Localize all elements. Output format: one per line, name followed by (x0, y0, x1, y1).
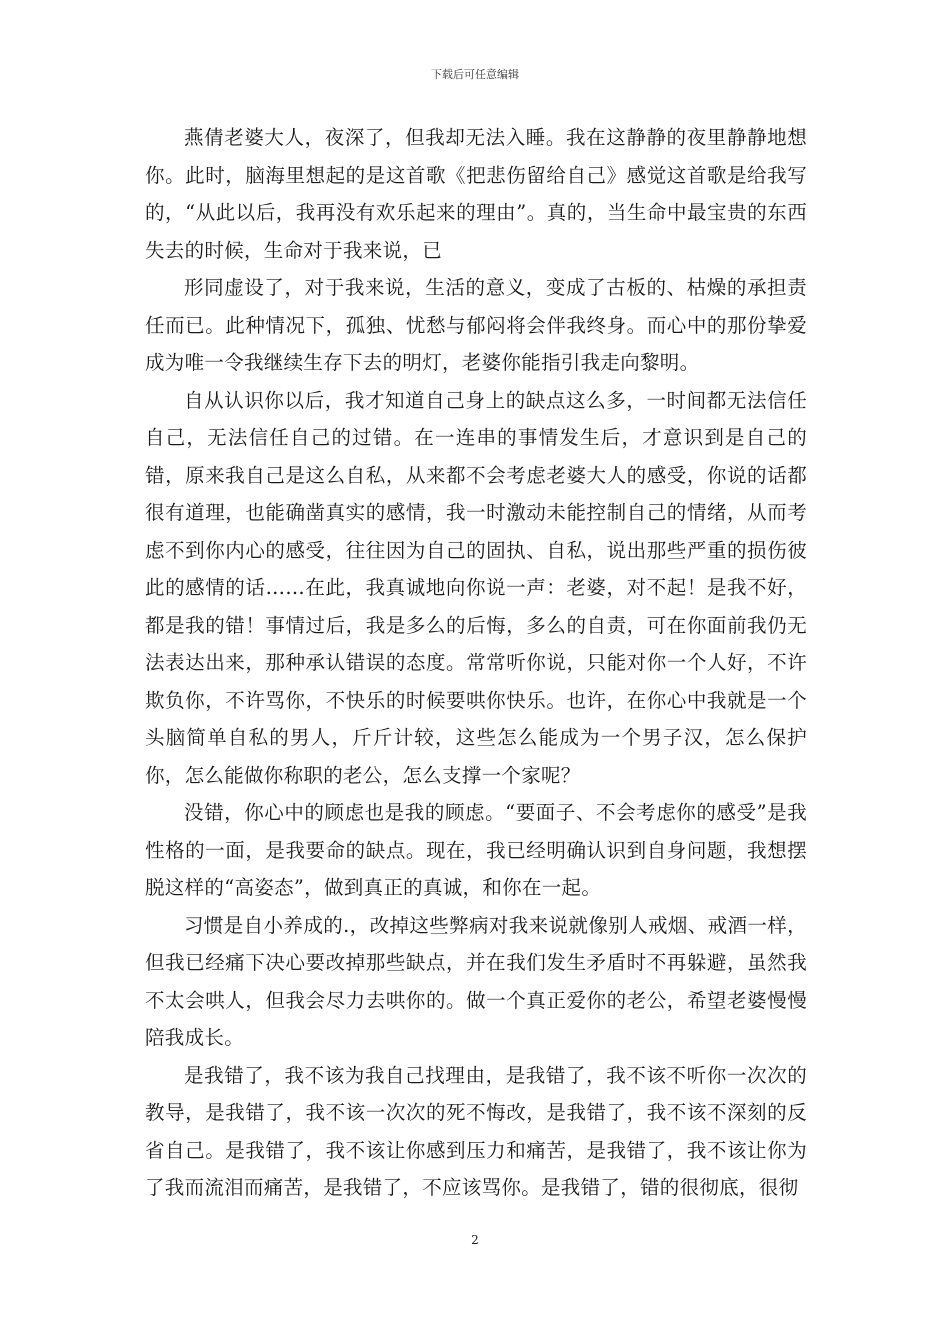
paragraph: 形同虚设了，对于我来说，生活的意义，变成了古板的、枯燥的承担责任而已。此种情况下，孤独、忧愁与郁闷将会伴我终身。而心中的那份挚爱成为唯一令我继续生存下去的明灯，老婆你能指引我走向黎明。 (145, 276, 807, 374)
page-number: 2 (471, 1233, 479, 1247)
page-header-note: 下载后可任意编辑 (431, 68, 519, 81)
document-body (145, 119, 807, 1207)
paragraph: 燕倩老婆大人，夜深了，但我却无法入睡。我在这静静的夜里静静地想你。此时，脑海里想起的是这首歌《把悲伤留给自己》感觉这首歌是给我写的，“从此以后，我再没有欢乐起来的理由”。真的，当生命中最宝贵的东西失去的时候，生命对于我来说，已 (145, 126, 807, 262)
paragraph: 自从认识你以后，我才知道自己身上的缺点这么多，一时间都无法信任自己，无法信任自己的过错。在一连串的事情发生后，才意识到是自己的错，原来我自己是这么自私，从来都不会考虑老婆大人的感受，你说的话都很有道理，也能确凿真实的感情，我一时激动未能控制自己的情绪，从而考虑不到你内心的感受，往往因为自己的固执、自私，说出那些严重的损伤彼此的感情的话……在此，我真诚地向你说一声：老婆，对不起！是我不好，都是我的错！事情过后，我是多么的后悔，多么的自责，可在你面前我仍无法表达出来，那种承认错误的态度。常常听你说，只能对你一个人好，不许欺负你，不许骂你，不快乐的时候要哄你快乐。也许，在你心中我就是一个头脑简单自私的男人，斤斤计较，这些怎么能成为一个男子汉，怎么保护你，怎么能做你称职的老公，怎么支撑一个家呢？ (145, 388, 807, 787)
paragraph: 习惯是自小养成的.，改掉这些弊病对我来说就像别人戒烟、戒酒一样，但我已经痛下决心要改掉那些缺点，并在我们发生矛盾时不再躲避，虽然我不太会哄人，但我会尽力去哄你的。做一个真正爱你的老公，希望老婆慢慢陪我成长。 (145, 913, 807, 1049)
paragraph: 是我错了，我不该为我自己找理由，是我错了，我不该不听你一次次的教导，是我错了，我不该一次次的死不悔改，是我错了，我不该不深刻的反省自己。是我错了，我不该让你感到压力和痛苦，是我错了，我不该让你为了我而流泪而痛苦，是我错了，不应该骂你。是我错了，错的很彻底，很彻 (145, 1063, 807, 1199)
paragraph: 没错，你心中的顾虑也是我的顾虑。“要面子、不会考虑你的感受”是我性格的一面，是我要命的缺点。现在，我已经明确认识到自身问题，我想摆脱这样的“高姿态”，做到真正的真诚，和你在一起。 (145, 801, 807, 899)
